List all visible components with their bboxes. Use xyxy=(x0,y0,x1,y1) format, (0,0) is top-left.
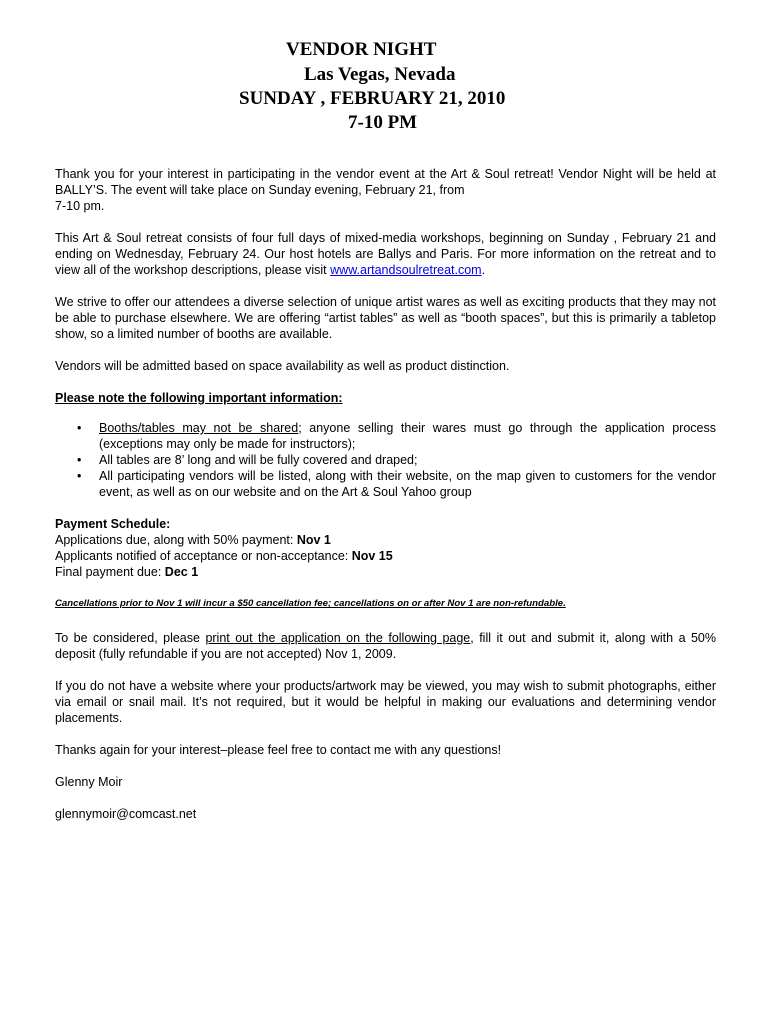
consider-text-end: , fill it out and submit it, along with a 50% deposit (fully refundable if you are not accepted) Nov 1, 2009. xyxy=(55,631,717,661)
retreat-website-link[interactable]: www.artandsoulretreat.com xyxy=(330,263,482,277)
payment-row-label: Final payment due: xyxy=(55,565,165,579)
title-time: 7-10 PM xyxy=(348,112,418,133)
list-item-vendor-listing xyxy=(55,468,716,500)
title-location: Las Vegas, Nevada xyxy=(304,64,456,85)
bullet-icon: • xyxy=(77,421,82,435)
website-paragraph: If you do not have a website where your products/artwork may be viewed, you may wish to submit photographs, either via email or snail mail. It’s not required, but it would be helpful in making our evaluations and determining vendor placements. xyxy=(55,679,716,725)
payment-row-date: Nov 1 xyxy=(296,533,331,547)
thanks-paragraph: Thanks again for your interest–please feel free to contact me with any questions! xyxy=(55,743,502,757)
payment-row-final xyxy=(55,564,716,580)
important-info-heading: Please note the following important information: xyxy=(55,391,343,405)
payment-row-date: Nov 15 xyxy=(351,549,393,563)
payment-row-label: Applications due, along with 50% payment: xyxy=(55,533,297,547)
payment-schedule xyxy=(55,516,716,580)
payment-row-date: Dec 1 xyxy=(164,565,199,579)
cancellation-policy: Cancellations prior to Nov 1 will incur a $50 cancellation fee; cancellations on or after Nov 1 are non-refundable. xyxy=(55,598,566,609)
vendor-listing-text: All participating vendors will be listed, along with their website, on the map given to customers for the vendor event, as well as on our website and on the Art & Soul Yahoo group xyxy=(99,469,716,499)
list-item-table-size xyxy=(55,452,716,468)
title-date: SUNDAY , FEBRUARY 21, 2010 xyxy=(239,88,506,109)
consider-emphasis: print out the application on the following page xyxy=(205,631,471,645)
admitted-paragraph: Vendors will be admitted based on space availability as well as product distinction. xyxy=(55,359,510,373)
signature-email: glennymoir@comcast.net xyxy=(55,807,197,821)
strive-paragraph: We strive to offer our attendees a diverse selection of unique artist wares as well as exciting products that they may not be able to purchase elsewhere. We are offering “artist tables” as well as “booth spaces”, but this is primarily a tabletop show, so a limited number of booths are available. xyxy=(55,295,716,341)
no-sharing-emphasis: Booths/tables may not be shared xyxy=(99,421,299,435)
important-info-list xyxy=(55,420,716,500)
bullet-icon: • xyxy=(77,469,82,483)
payment-schedule-heading: Payment Schedule: xyxy=(55,517,171,531)
retreat-paragraph xyxy=(55,230,716,278)
intro-paragraph xyxy=(55,166,716,214)
title-vendor-night: VENDOR NIGHT xyxy=(286,39,437,60)
retreat-text: This Art & Soul retreat consists of four full days of mixed-media workshops, beginning on Sunday , February 21 and ending on Wednesday, February 24. Our host hotels are Ballys and Paris. For more information on the retreat and to view all of the workshop descriptions, please visit xyxy=(55,231,716,277)
retreat-text-end: . xyxy=(481,263,486,277)
no-sharing-text: ; anyone selling their wares must go through the application process (exceptions may only be made for instructors); xyxy=(99,421,716,451)
list-item-no-sharing xyxy=(55,420,716,452)
intro-text: Thank you for your interest in participating in the vendor event at the Art & Soul retreat! Vendor Night will be held at BALLY’S. The event will take place on Sunday evening, February 21, from xyxy=(55,167,716,197)
letter-body xyxy=(55,166,716,838)
payment-row-notification xyxy=(55,548,716,564)
intro-text-end: 7-10 pm. xyxy=(55,199,105,213)
consider-paragraph xyxy=(55,630,716,662)
signature-name: Glenny Moir xyxy=(55,775,123,789)
payment-row-applications xyxy=(55,532,716,548)
table-size-text: All tables are 8’ long and will be fully covered and draped; xyxy=(99,453,418,467)
payment-row-label: Applicants notified of acceptance or non-acceptance: xyxy=(55,549,352,563)
bullet-icon: • xyxy=(77,453,82,467)
consider-text: To be considered, please xyxy=(55,631,206,645)
